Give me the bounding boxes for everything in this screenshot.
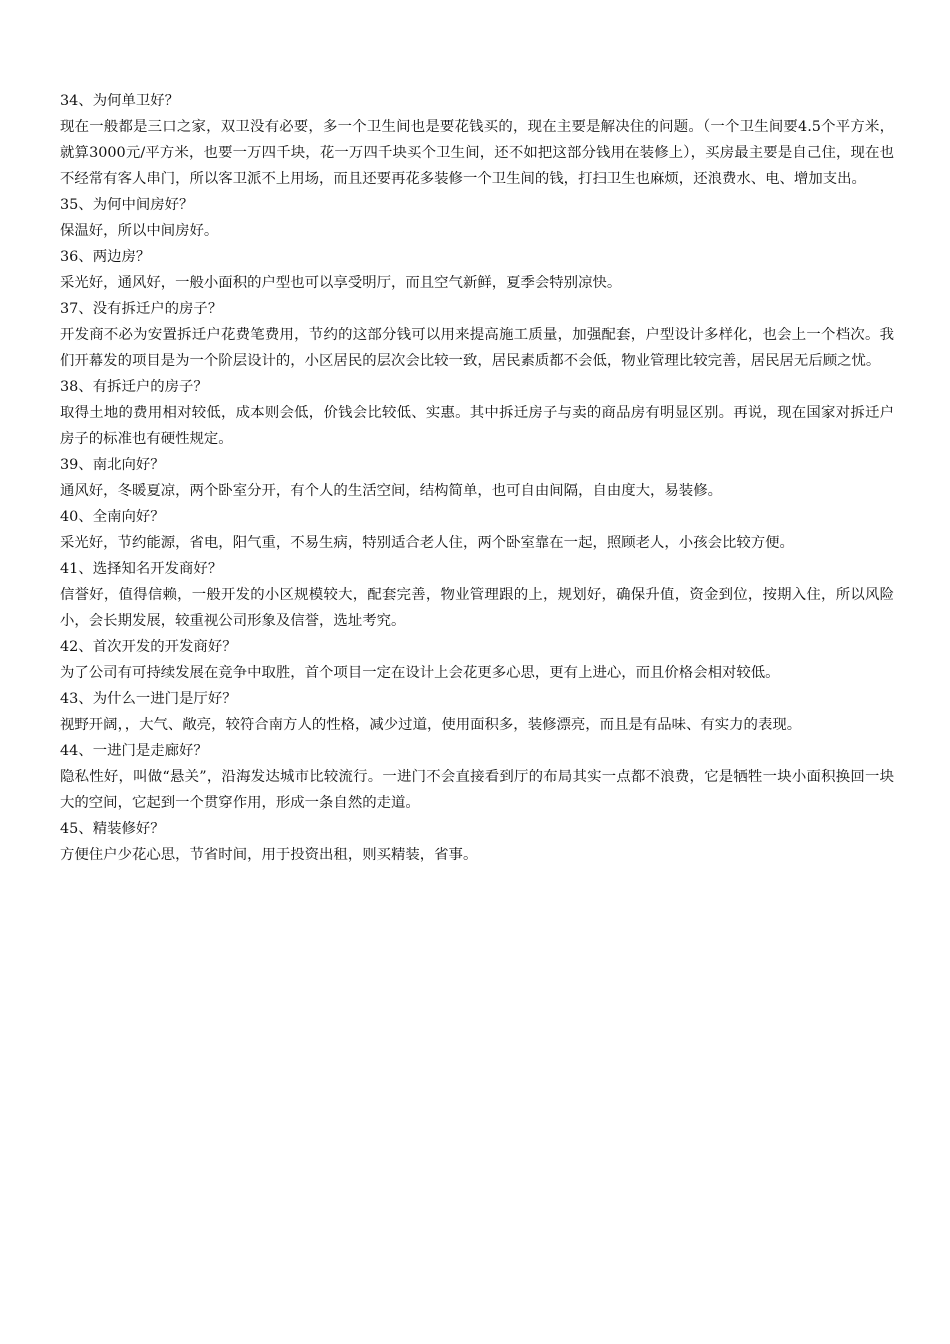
answer-text: 取得土地的费用相对较低，成本则会低，价钱会比较低、实惠。其中拆迁房子与卖的商品房有明显区别。再说，现在国家对拆迁户房子的标准也有硬性规定。 — [60, 405, 894, 447]
answer-text: 通风好，冬暖夏凉，两个卧室分开，有个人的生活空间，结构简单，也可自由间隔，自由度大，易装修。 — [60, 483, 722, 499]
qa-item-44 — [60, 738, 894, 816]
answer-text: 采光好，节约能源，省电，阳气重，不易生病，特别适合老人住，两个卧室靠在一起，照顾老人，小孩会比较方便。 — [60, 535, 794, 551]
question-heading: 40、全南向好？ — [60, 509, 165, 525]
question-heading: 35、为何中间房好？ — [60, 197, 194, 213]
qa-item-45 — [60, 816, 894, 868]
qa-item-37 — [60, 296, 894, 374]
qa-item-42 — [60, 634, 894, 686]
qa-item-38 — [60, 374, 894, 452]
answer-text: 现在一般都是三口之家，双卫没有必要，多一个卫生间也是要花钱买的，现在主要是解决住的问题。（一个卫生间要4.5个平方米，就算3000元/平方米，也要一万四千块，花一万四千块买个卫生间，还不如把这部分钱用在装修上），买房最主要是自己住，现在也不经常有客人串门，所以客卫派不上用场，而且还要再花多装修一个卫生间的钱，打扫卫生也麻烦，还浪费水、电、增加支出。 — [60, 119, 894, 187]
question-heading: 36、两边房？ — [60, 249, 151, 265]
answer-text: 为了公司有可持续发展在竞争中取胜，首个项目一定在设计上会花更多心思，更有上进心，而且价格会相对较低。 — [60, 665, 780, 681]
question-heading: 39、南北向好？ — [60, 457, 165, 473]
qa-item-34 — [60, 88, 894, 192]
document-body — [60, 88, 894, 868]
answer-text: 视野开阔，，大气、敞亮，较符合南方人的性格，减少过道，使用面积多，装修漂亮，而且是有品味、有实力的表现。 — [60, 717, 802, 733]
question-heading: 42、首次开发的开发商好？ — [60, 639, 237, 655]
question-heading: 41、选择知名开发商好？ — [60, 561, 223, 577]
answer-text: 采光好，通风好，一般小面积的户型也可以享受明厅，而且空气新鲜，夏季会特别凉快。 — [60, 275, 622, 291]
qa-item-43 — [60, 686, 894, 738]
question-heading: 37、没有拆迁户的房子？ — [60, 301, 223, 317]
answer-text: 信誉好，值得信赖，一般开发的小区规模较大，配套完善，物业管理跟的上，规划好，确保升值，资金到位，按期入住，所以风险小，会长期发展，较重视公司形象及信誉，选址考究。 — [60, 587, 894, 629]
answer-text: 开发商不必为安置拆迁户花费笔费用，节约的这部分钱可以用来提高施工质量，加强配套，户型设计多样化，也会上一个档次。我们开幕发的项目是为一个阶层设计的，小区居民的层次会比较一致，居民素质都不会低，物业管理比较完善，居民居无后顾之忧。 — [60, 327, 894, 369]
qa-item-40 — [60, 504, 894, 556]
answer-text: 隐私性好，叫做“悬关”，沿海发达城市比较流行。一进门不会直接看到厅的布局其实一点都不浪费，它是牺牲一块小面积换回一块大的空间，它起到一个贯穿作用，形成一条自然的走道。 — [60, 769, 894, 811]
question-heading: 38、有拆迁户的房子？ — [60, 379, 208, 395]
question-heading: 45、精装修好？ — [60, 821, 165, 837]
answer-text: 方便住户少花心思，节省时间，用于投资出租，则买精装，省事。 — [60, 847, 478, 863]
qa-item-36 — [60, 244, 894, 296]
qa-item-39 — [60, 452, 894, 504]
qa-item-35 — [60, 192, 894, 244]
answer-text: 保温好，所以中间房好。 — [60, 223, 219, 239]
question-heading: 34、为何单卫好？ — [60, 93, 180, 109]
question-heading: 43、为什么一进门是厅好？ — [60, 691, 237, 707]
qa-item-41 — [60, 556, 894, 634]
question-heading: 44、一进门是走廊好？ — [60, 743, 208, 759]
